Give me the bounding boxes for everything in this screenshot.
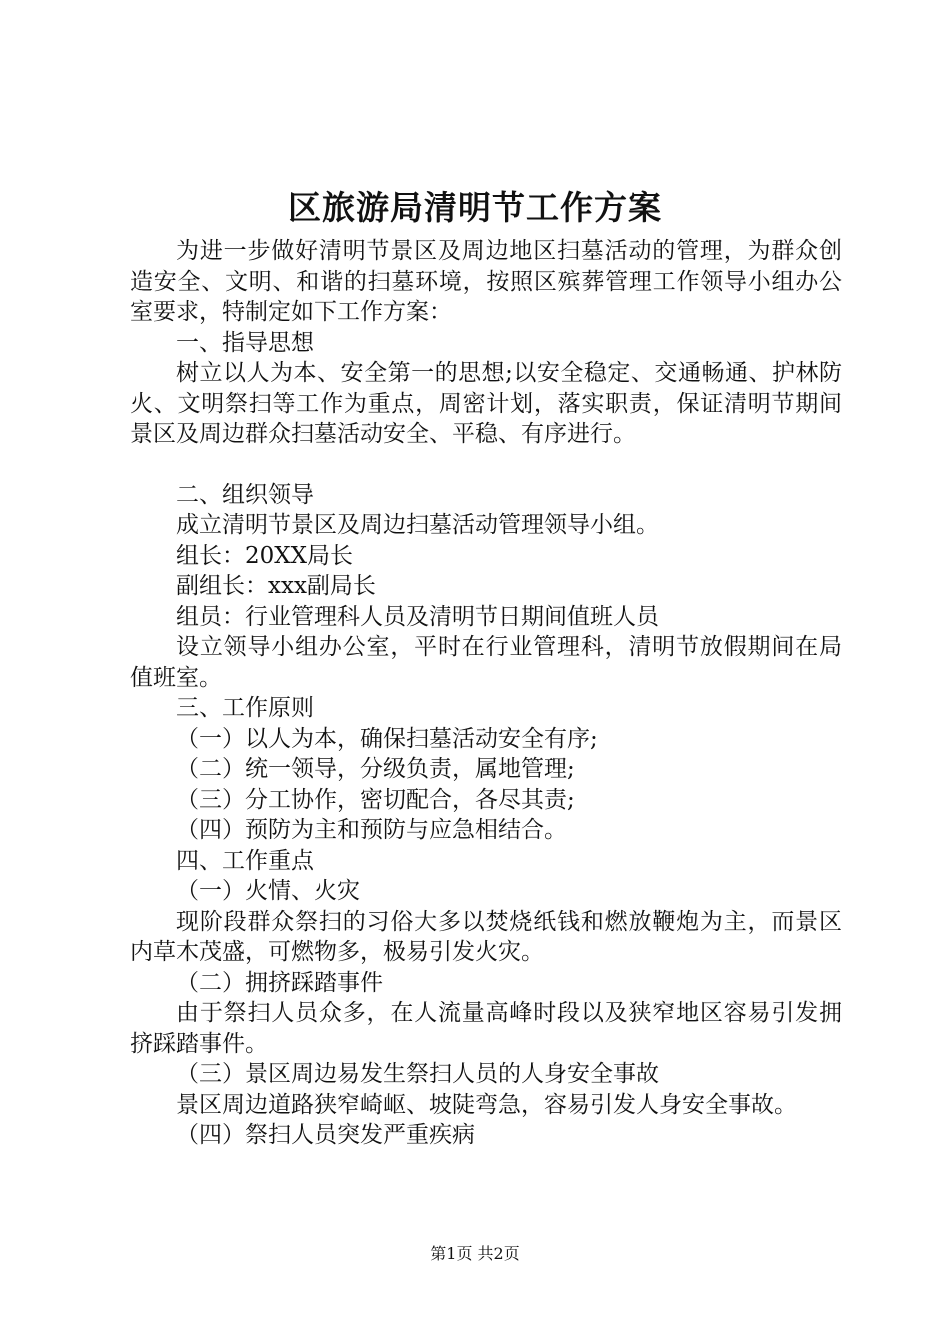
principle-item-2: （二）统一领导，分级负责，属地管理;: [176, 756, 575, 782]
section-heading-guiding-ideology: 一、指导思想: [176, 329, 314, 356]
key-point-paragraph-1: 现阶段群众祭扫的习俗大多以焚烧纸钱和燃放鞭炮为主，而景区内草木茂盛，可燃物多，极易引发火灾。: [130, 908, 842, 965]
key-point-heading-3: （三）景区周边易发生祭扫人员的人身安全事故: [176, 1061, 659, 1087]
office-paragraph: 设立领导小组办公室，平时在行业管理科，清明节放假期间在局值班室。: [130, 634, 842, 691]
key-point-heading-1: （一）火情、火灾: [176, 878, 360, 904]
principle-item-4: （四）预防为主和预防与应急相结合。: [176, 817, 567, 843]
section-heading-organization: 二、组织领导: [176, 481, 314, 508]
intro-paragraph: 为进一步做好清明节景区及周边地区扫墓活动的管理，为群众创造安全、文明、和谐的扫墓环境，按照区殡葬管理工作领导小组办公室要求，特制定如下工作方案：: [130, 238, 842, 325]
key-point-paragraph-2: 由于祭扫人员众多，在人流量高峰时段以及狭窄地区容易引发拥挤踩踏事件。: [130, 1000, 842, 1057]
key-point-paragraph-3: 景区周边道路狭窄崎岖、坡陡弯急，容易引发人身安全事故。: [176, 1091, 797, 1118]
key-point-heading-2: （二）拥挤踩踏事件: [176, 969, 383, 996]
principle-item-1: （一）以人为本，确保扫墓活动安全有序;: [176, 725, 598, 752]
members-line: 组员：行业管理科人员及清明节日期间值班人员: [176, 603, 659, 630]
key-point-heading-4: （四）祭扫人员突发严重疾病: [176, 1122, 475, 1148]
principle-item-3: （三）分工协作，密切配合，各尽其责;: [176, 786, 575, 813]
section-heading-key-points: 四、工作重点: [176, 847, 314, 874]
section-heading-principles: 三、工作原则: [176, 695, 314, 721]
document-title: 区旅游局清明节工作方案: [288, 188, 662, 227]
guiding-ideology-paragraph: 树立以人为本、安全第一的思想;以安全稳定、交通畅通、护林防火、文明祭扫等工作为重点，周密计划，落实职责，保证清明节期间景区及周边群众扫墓活动安全、平稳、有序进行。: [130, 360, 842, 447]
document-body: [130, 236, 842, 1151]
team-leader-line: 组长：20XX局长: [176, 542, 354, 569]
organization-paragraph: 成立清明节景区及周边扫墓活动管理领导小组。: [176, 512, 659, 538]
deputy-leader-line: 副组长：xxx副局长: [176, 573, 376, 599]
page-footer: 第1页 共2页: [430, 1244, 520, 1263]
